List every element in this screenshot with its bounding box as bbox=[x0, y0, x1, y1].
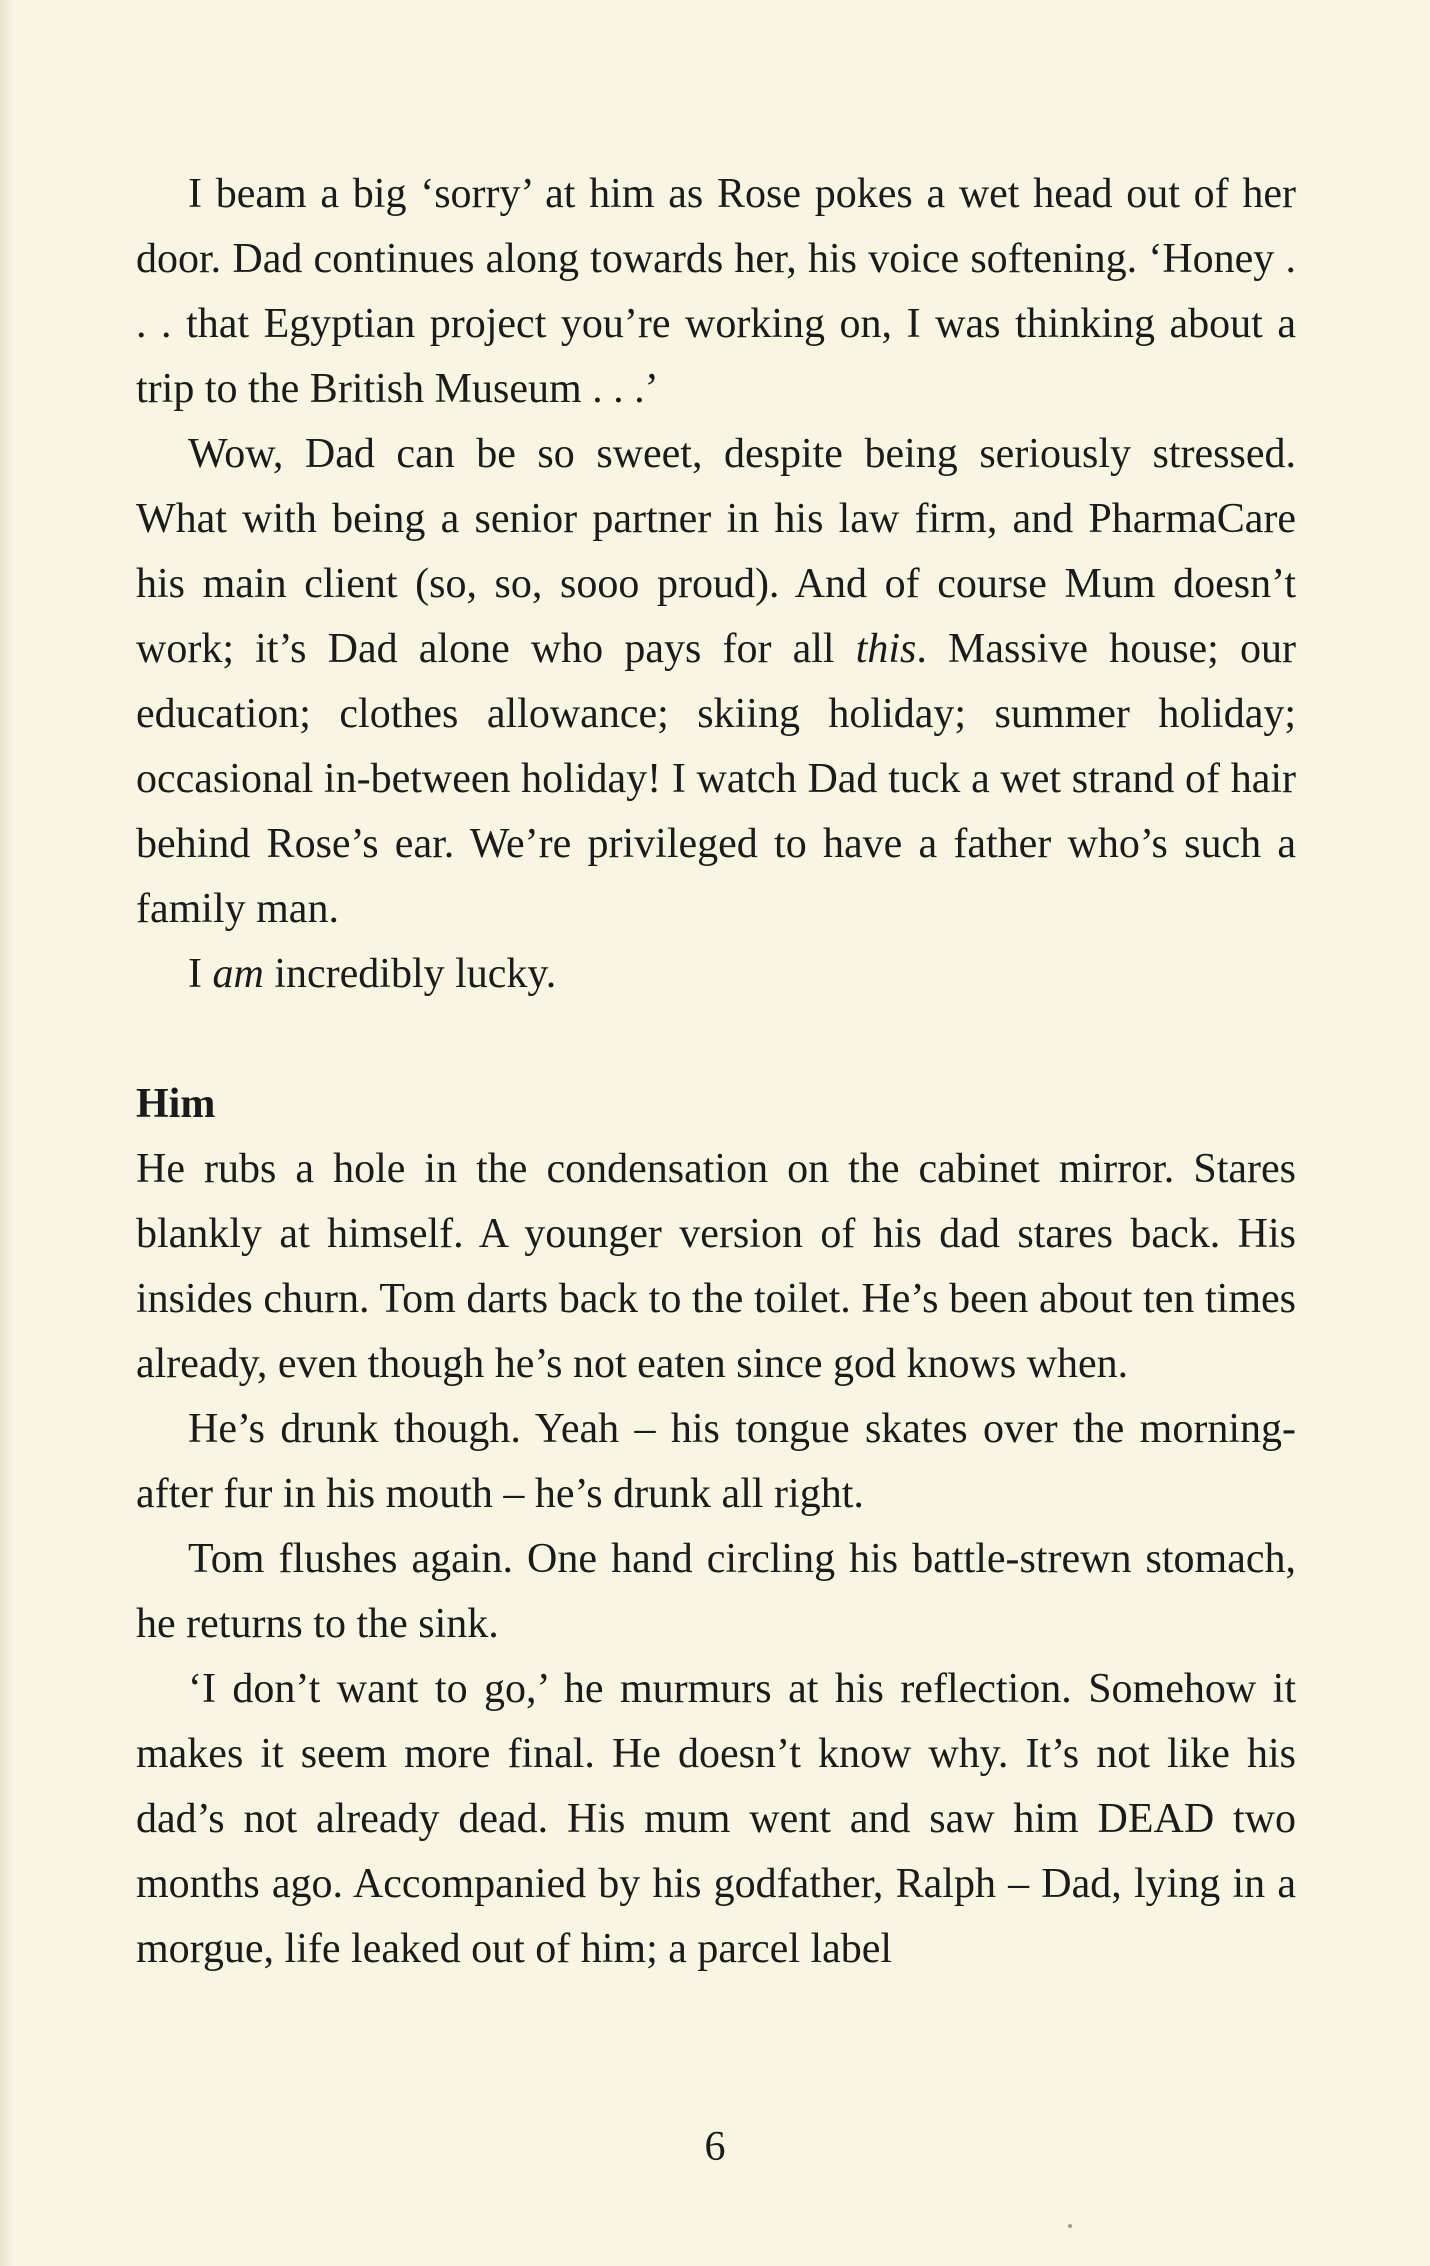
paragraph-7: ‘I don’t want to go,’ he murmurs at his reflection. Somehow it makes it seem more final. He doesn’t know why. It’s not like his dad’s not already dead. His mum went and saw him DEAD two months ago. Accompanied by his godfather, Ralph – Dad, lying in a morgue, life leaked out of him; a parcel label bbox=[136, 1666, 1296, 1972]
paragraph-1-text: I beam a big ‘sorry’ at him as Rose pokes a wet head out of her door. Dad continues along towards her, his voice softening. ‘Honey . . . that Egyptian project you’re working on, I was thinking about a trip to the British Museum . . .’ bbox=[136, 171, 1296, 412]
paragraph-5: He’s drunk though. Yeah – his tongue skates over the morning-after fur in his mouth – he’s drunk all right. bbox=[136, 1406, 1296, 1517]
paragraph-1 bbox=[136, 162, 1296, 422]
page-number: 6 bbox=[704, 2124, 726, 2170]
body-text bbox=[136, 162, 1296, 1982]
paragraph-2 bbox=[136, 422, 1296, 942]
paragraph-3-italic-am: am bbox=[212, 951, 264, 997]
paragraph-2-text-b: . Massive house; our education; clothes allowance; skiing holiday; summer holiday; occasional in-between holiday! I watch Dad tuck a wet strand of hair behind Rose’s ear. We’re privileged to have a father who’s such a family man. bbox=[136, 626, 1296, 932]
section-heading: Him bbox=[136, 1081, 216, 1127]
page-edge-shadow bbox=[0, 0, 14, 2266]
paragraph-2-italic-this: this bbox=[855, 626, 917, 672]
print-speck bbox=[1068, 2224, 1072, 2228]
paragraph-3 bbox=[136, 942, 1296, 1007]
paragraph-2-text-a: Wow, Dad can be so sweet, despite being seriously stressed. What with being a senior partner in his law firm, and PharmaCare his main client (so, so, sooo proud). And of course Mum doesn’t work; it’s Dad alone who pays for all bbox=[136, 431, 1296, 672]
paragraph-4: He rubs a hole in the condensation on the cabinet mirror. Stares blankly at himself. A younger version of his dad stares back. His insides churn. Tom darts back to the toilet. He’s been about ten times already, even though he’s not eaten since god knows when. bbox=[136, 1146, 1296, 1387]
paragraph-3-text-b: incredibly lucky. bbox=[263, 951, 557, 997]
paragraph-3-text-a: I bbox=[188, 951, 213, 997]
paragraph-6: Tom flushes again. One hand circling his battle-strewn stomach, he returns to the sink. bbox=[136, 1536, 1296, 1647]
